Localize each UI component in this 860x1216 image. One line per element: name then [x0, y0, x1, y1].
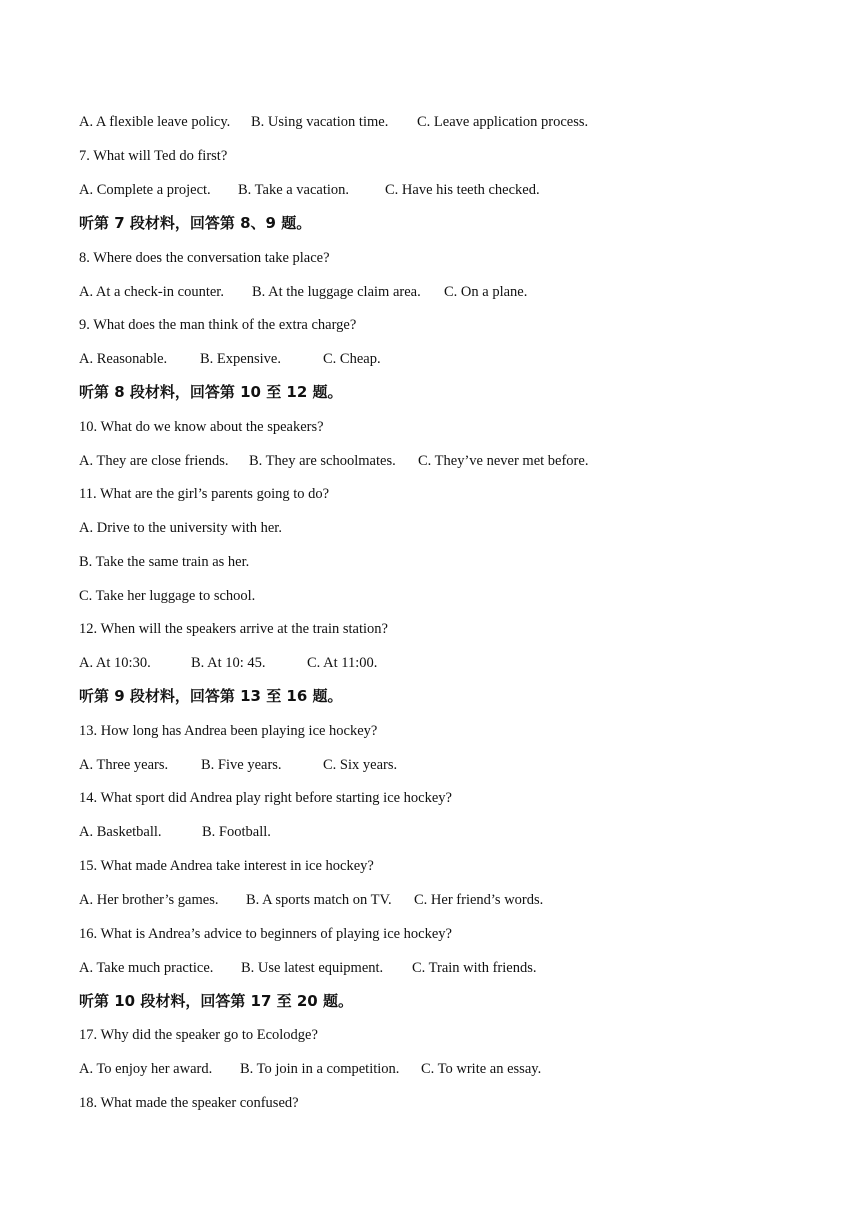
answer-option: B. A sports match on TV.	[246, 892, 392, 908]
question-text: 7. What will Ted do first?	[79, 148, 228, 164]
answer-option: B. They are schoolmates.	[249, 453, 396, 469]
question-text: A. Drive to the university with her.	[79, 520, 282, 536]
answer-option: A. Reasonable.	[79, 351, 168, 367]
answer-option: B. Expensive.	[200, 351, 281, 367]
question-text: 12. When will the speakers arrive at the train station?	[79, 621, 388, 637]
section-heading: 听第 7 段材料，回答第 8、9 题。	[79, 214, 312, 232]
answer-option: A. Basketball.	[79, 824, 162, 840]
question-text: 16. What is Andrea’s advice to beginners of playing ice hockey?	[79, 926, 452, 942]
question-text: 9. What does the man think of the extra charge?	[79, 317, 357, 333]
question-text: B. Take the same train as her.	[79, 554, 250, 570]
question-text: 15. What made Andrea take interest in ice hockey?	[79, 858, 374, 874]
section-heading: 听第 10 段材料，回答第 17 至 20 题。	[79, 992, 353, 1010]
answer-option: A. Her brother’s games.	[79, 892, 219, 908]
answer-option: A. To enjoy her award.	[79, 1061, 213, 1077]
question-text: 8. Where does the conversation take place?	[79, 250, 330, 266]
answer-option: C. They’ve never met before.	[418, 453, 589, 469]
answer-option: A. At 10:30.	[79, 655, 151, 671]
answer-option: A. Take much practice.	[79, 960, 214, 976]
answer-option: C. Cheap.	[323, 351, 381, 367]
answer-option: A. Three years.	[79, 757, 169, 773]
question-text: 18. What made the speaker confused?	[79, 1095, 299, 1111]
question-text: C. Take her luggage to school.	[79, 588, 256, 604]
question-text: 11. What are the girl’s parents going to do?	[79, 486, 330, 502]
answer-option: B. Five years.	[201, 757, 282, 773]
answer-option: C. To write an essay.	[421, 1061, 542, 1077]
section-heading: 听第 8 段材料，回答第 10 至 12 题。	[79, 383, 343, 401]
answer-option: B. Using vacation time.	[251, 114, 389, 130]
answer-option: B. Take a vacation.	[238, 182, 350, 198]
answer-option: A. At a check-in counter.	[79, 284, 224, 300]
answer-option: C. At 11:00.	[307, 655, 378, 671]
section-heading: 听第 9 段材料，回答第 13 至 16 题。	[79, 687, 343, 705]
answer-option: A. Complete a project.	[79, 182, 211, 198]
answer-option: A. A flexible leave policy.	[79, 114, 231, 130]
answer-option: B. Football.	[202, 824, 271, 840]
answer-option: C. Six years.	[323, 757, 398, 773]
answer-option: C. Leave application process.	[417, 114, 589, 130]
answer-option: A. They are close friends.	[79, 453, 229, 469]
answer-option: C. On a plane.	[444, 284, 528, 300]
answer-option: B. At the luggage claim area.	[252, 284, 421, 300]
answer-option: B. At 10: 45.	[191, 655, 266, 671]
answer-option: C. Have his teeth checked.	[385, 182, 540, 198]
answer-option: C. Her friend’s words.	[414, 892, 544, 908]
question-text: 10. What do we know about the speakers?	[79, 419, 324, 435]
answer-option: B. To join in a competition.	[240, 1061, 400, 1077]
question-text: 17. Why did the speaker go to Ecolodge?	[79, 1027, 318, 1043]
question-text: 14. What sport did Andrea play right before starting ice hockey?	[79, 790, 452, 806]
answer-option: B. Use latest equipment.	[241, 960, 384, 976]
question-text: 13. How long has Andrea been playing ice hockey?	[79, 723, 378, 739]
answer-option: C. Train with friends.	[412, 960, 537, 976]
